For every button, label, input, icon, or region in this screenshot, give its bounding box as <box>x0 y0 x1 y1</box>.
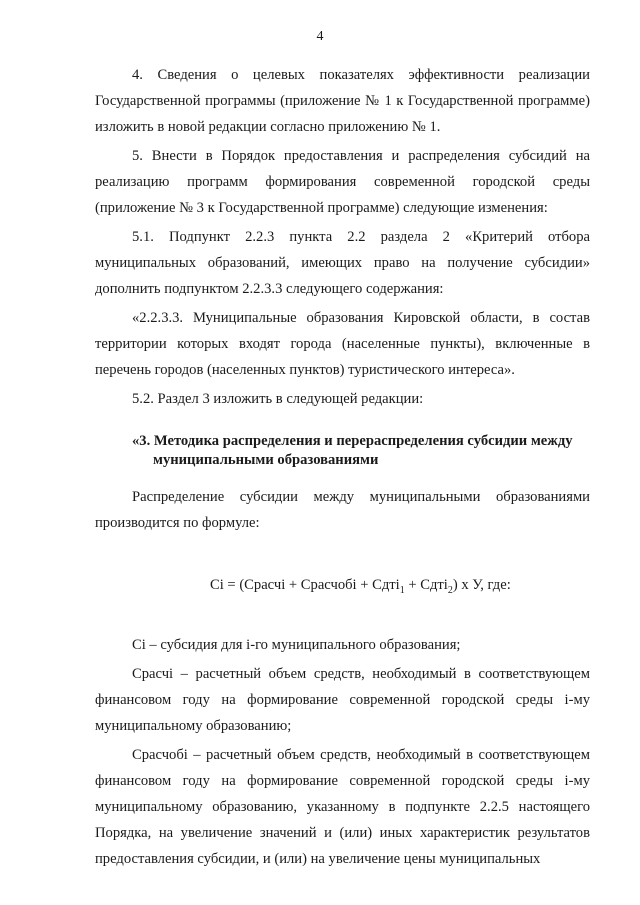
formula-mid: + Сдтi <box>404 577 448 593</box>
formula <box>95 572 590 598</box>
section-heading-line-2: муниципальными образованиями <box>153 452 379 468</box>
formula-sub-1: 1 <box>399 584 405 596</box>
document-body <box>95 62 590 872</box>
paragraph-2-2-3-3: «2.2.3.3. Муниципальные образования Кировской области, в состав территории которых входят города (населенные пункты), включенные в перечень городов (населенных пунктов) туристического интереса». <box>95 310 590 378</box>
paragraph-distribution: Распределение субсидии между муниципальными образованиями производится по формуле: <box>95 489 590 531</box>
section-heading <box>95 432 590 470</box>
paragraph-4: 4. Сведения о целевых показателях эффективности реализации Государственной программы (приложение № 1 к Государственной программе) изложить в новой редакции согласно приложению № 1. <box>95 67 590 135</box>
definition-sraschob: Срасчобi – расчетный объем средств, необходимый в соответствующем финансовом году на формирование современной городской среды i-му муниципальному образованию, указанному в подпункте 2.2.5 настоящего Порядка, на увеличение значений и (или) иных характеристик результатов предоставления субсидии, и (или) на увеличение цены муниципальных <box>95 747 590 867</box>
definition-srasch: Срасчi – расчетный объем средств, необходимый в соответствующем финансовом году на формирование современной городской среды i-му муниципальному образованию; <box>95 666 590 734</box>
definition-ci: Ci – субсидия для i-го муниципального образования; <box>132 637 461 653</box>
formula-sub-2: 2 <box>447 584 453 596</box>
formula-rhs: ) х У, где: <box>452 577 511 593</box>
page-number: 4 <box>316 29 324 44</box>
paragraph-5-1: 5.1. Подпункт 2.2.3 пункта 2.2 раздела 2 «Критерий отбора муниципальных образований, имеющих право на получение субсидии» дополнить подпунктом 2.2.3.3 следующего содержания: <box>95 229 590 297</box>
formula-lhs: Ci = (Срасчi + Срасчобi + Сдтi <box>210 577 400 593</box>
paragraph-5: 5. Внести в Порядок предоставления и распределения субсидий на реализацию программ формирования современной городской среды (приложение № 3 к Государственной программе) следующие изменения: <box>95 148 590 216</box>
paragraph-5-2: 5.2. Раздел 3 изложить в следующей редакции: <box>132 391 424 407</box>
section-heading-line-1: «3. Методика распределения и перераспределения субсидии между <box>132 433 573 449</box>
